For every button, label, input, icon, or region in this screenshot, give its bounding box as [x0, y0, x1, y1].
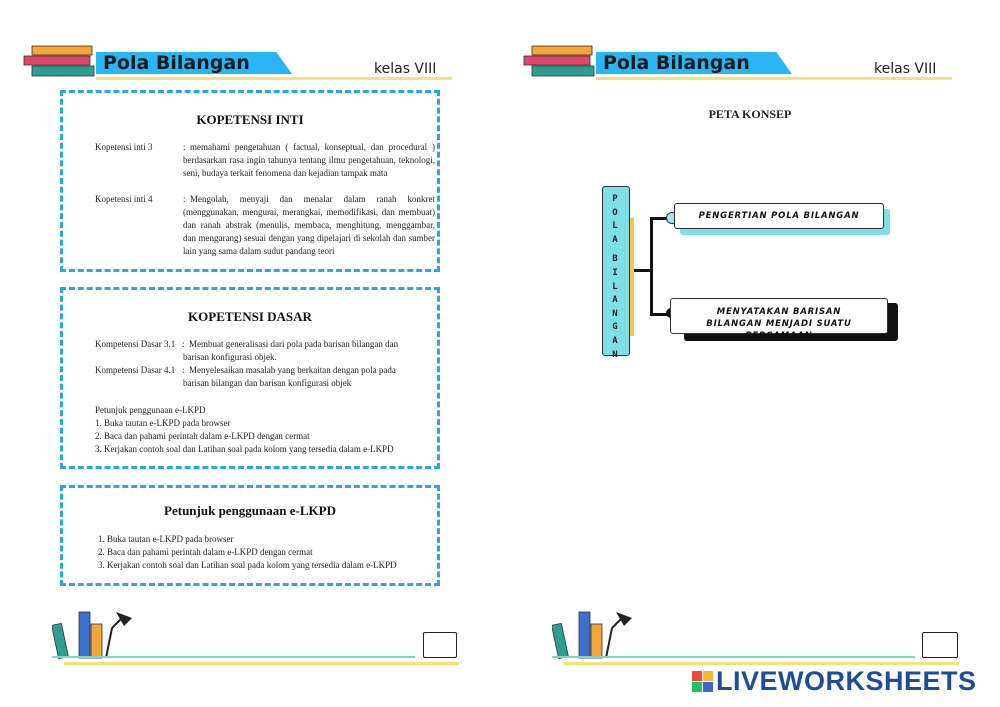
class-label: kelas VIII — [374, 61, 437, 77]
footer-line-teal — [552, 656, 915, 658]
connector-vertical — [650, 217, 653, 315]
ki3-label: Kopetensi inti 3 — [95, 142, 153, 152]
kompetensi-dasar-title: KOPETENSI DASAR — [188, 309, 312, 324]
books-stack-icon — [522, 45, 597, 79]
books-stack-icon — [22, 45, 97, 79]
root-node-letter: B — [612, 254, 618, 265]
kd31-label: Kompetensi Dasar 3.1 — [95, 339, 176, 349]
root-node-letter: O — [612, 207, 618, 218]
root-node-letter: A — [612, 295, 618, 306]
root-node-letter: N — [612, 349, 618, 360]
footer-line-yellow — [64, 662, 459, 665]
ki4-sep: : — [183, 194, 186, 204]
class-label: kelas VIII — [874, 61, 937, 77]
petunjuk-item: 2. Baca dan pahami perintah dalam e-LKPD dengan cermat — [98, 547, 313, 557]
kd-petunjuk-heading: Petunjuk penggunaan e-LKPD — [95, 405, 206, 415]
kd41-text: Menyelesaikan masalah yang berkaitan dengan pola pada barisan bilangan dan barisan konfigurasi objek — [183, 365, 396, 388]
page-number-box — [423, 632, 457, 658]
petunjuk-box — [60, 485, 440, 586]
page-title: Pola Bilangan — [103, 52, 250, 74]
kompetensi-inti-box — [60, 90, 440, 272]
root-node-letter: G — [612, 322, 618, 333]
petunjuk-item: 3. Kerjakan contoh soal dan Latihan soal pada kolom yang tersedia dalam e-LKPD — [98, 560, 397, 570]
kd-petunjuk-item: 3. Kerjakan contoh soal dan Latihan soal pada kolom yang tersedia dalam e-LKPD — [95, 444, 394, 454]
kd31-sep: : — [182, 339, 185, 349]
ki3-sep: : — [183, 142, 186, 152]
branch-2-box: MENYATAKAN BARISAN BILANGAN MENJADI SUATU PERSAMAAN — [670, 298, 888, 334]
footer-line-teal — [52, 656, 415, 658]
root-node-letter: L — [612, 281, 618, 292]
kompetensi-inti-title: KOPETENSI INTI — [196, 112, 304, 127]
root-node-letter: A — [612, 336, 618, 346]
header-underline — [596, 77, 952, 80]
kd41-sep: : — [182, 365, 185, 375]
liveworksheets-logo-icon — [692, 671, 714, 693]
footer-line-yellow — [564, 662, 959, 665]
books-lamp-icon — [552, 608, 642, 660]
root-node-letter: P — [612, 194, 618, 204]
kd31-text: Membuat generalisasi dari pola pada barisan bilangan dan barisan konfigurasi objek. — [183, 339, 399, 362]
branch-1-box: PENGERTIAN POLA BILANGAN — [674, 203, 884, 229]
petunjuk-item: 1. Buka tautan e-LKPD pada browser — [98, 534, 234, 544]
page-number-box — [922, 632, 958, 658]
kd-petunjuk-item: 2. Baca dan pahami perintah dalam e-LKPD dengan cermat — [95, 431, 310, 441]
kd41-label: Kompetensi Dasar 4.1 — [95, 365, 176, 375]
kompetensi-dasar-box — [60, 287, 440, 469]
ki4-label: Kopetensi inti 4 — [95, 194, 153, 204]
root-node-letter: N — [612, 308, 618, 319]
peta-konsep-title: PETA KONSEP — [708, 107, 792, 121]
ki4-text: Mengolah, menyaji dan menalar dalam ranah konkret (menggunakan, mengurai, merangkai, memodifikasi, dan membuat) dan ranah abstrak (menulis, membaca, menghitung, menggambar, dan mengarang) sesuai dengan yang dipelajari di sekolah dan sumber lain yang sama dalam sudut pandang teori — [183, 194, 435, 256]
header-underline — [96, 77, 452, 80]
kd-petunjuk-item: 1. Buka tautan e-LKPD pada browser — [95, 418, 231, 428]
books-lamp-icon — [52, 608, 142, 660]
root-node-letter: L — [612, 221, 618, 232]
ki3-text: memahami pengetahuan ( factual, konseptual, dan procedural ) berdasarkan rasa ingin tahunya tentang ilmu pengetahuan, teknologi, seni, budaya terkait fenomena dan kejadian tampak mata — [183, 142, 435, 178]
petunjuk-title: Petunjuk penggunaan e-LKPD — [164, 503, 336, 518]
root-node-letter: A — [612, 234, 618, 245]
liveworksheets-text: LIVEWORKSHEETS — [716, 666, 977, 696]
page-title: Pola Bilangan — [603, 52, 750, 74]
root-node-letter: I — [612, 268, 618, 278]
